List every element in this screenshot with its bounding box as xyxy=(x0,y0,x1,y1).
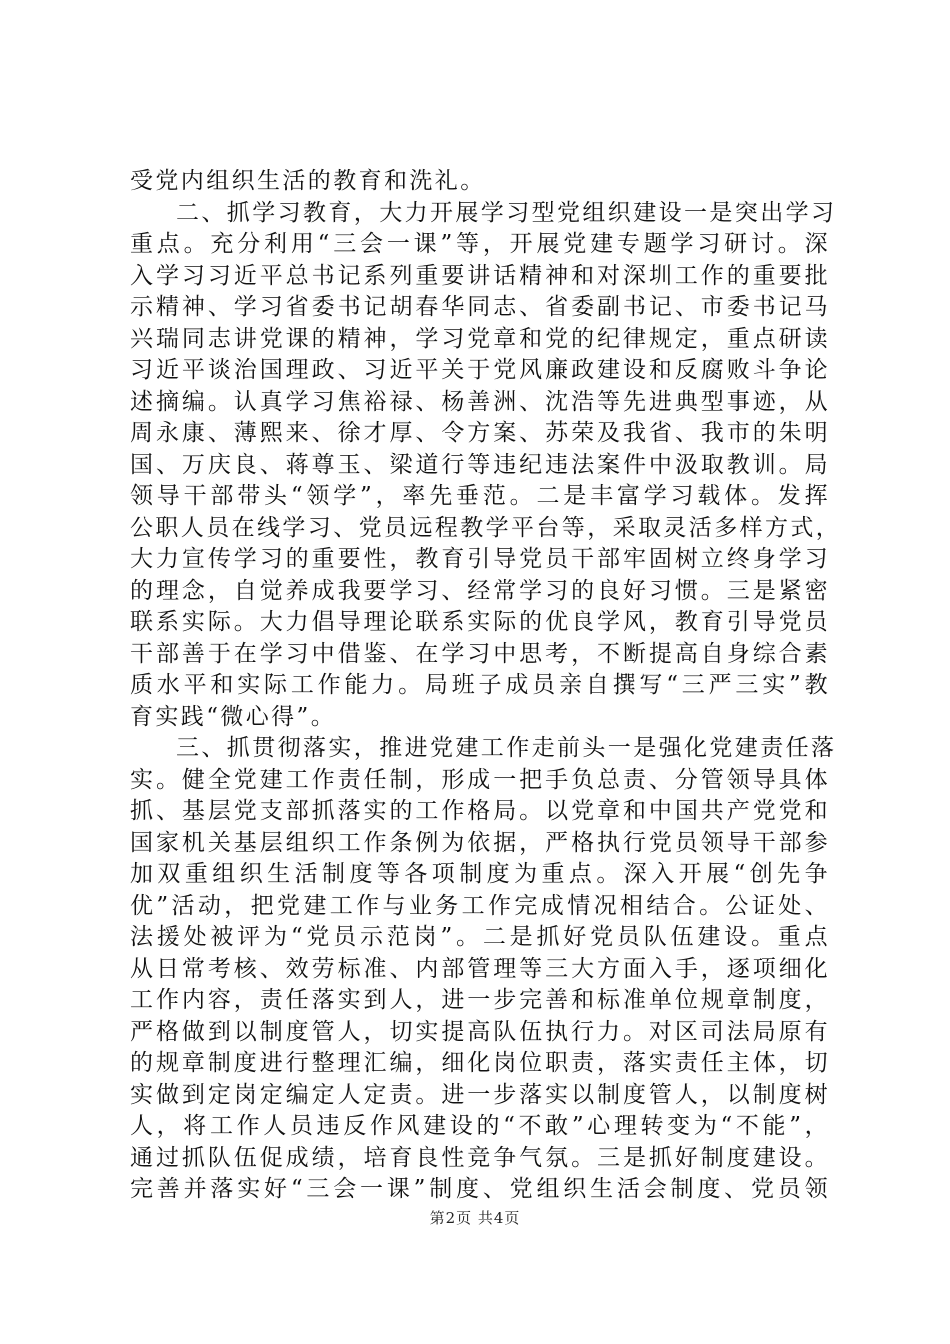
text-line: 国、万庆良、蒋尊玉、梁道行等违纪违法案件中汲取教训。局 xyxy=(130,451,830,478)
text-line: 法援处被评为“党员示范岗”。二是抓好党员队伍建设。重点 xyxy=(130,924,830,950)
text-line: 完善并落实好“三会一课”制度、党组织生活会制度、党员领 xyxy=(130,1176,830,1202)
text-line: 人，将工作人员违反作风建设的“不敢”心理转变为“不能”， xyxy=(130,1113,830,1139)
text-line: 受党内组织生活的教育和洗礼。 xyxy=(130,168,486,194)
text-line: 领导干部带头“领学”，率先垂范。二是丰富学习载体。发挥 xyxy=(130,483,830,509)
text-line: 大力宣传学习的重要性，教育引导党员干部牢固树立终身学习 xyxy=(130,546,830,572)
paragraph-start-line: 二、抓学习教育，大力开展学习型党组织建设一是突出学习 xyxy=(176,199,837,226)
text-line: 质水平和实际工作能力。局班子成员亲自撰写“三严三实”教 xyxy=(130,672,830,698)
text-line: 周永康、薄熙来、徐才厚、令方案、苏荣及我省、我市的朱明 xyxy=(130,420,830,446)
text-line: 兴瑞同志讲党课的精神，学习党章和党的纪律规定，重点研读 xyxy=(130,325,830,352)
text-line: 实。健全党建工作责任制，形成一把手负总责、分管领导具体 xyxy=(130,766,830,793)
text-line: 实做到定岗定编定人定责。进一步落实以制度管人，以制度树 xyxy=(130,1081,830,1108)
text-line: 工作内容，责任落实到人，进一步完善和标准单位规章制度， xyxy=(130,987,830,1013)
page-number-footer: 第2页 共4页 xyxy=(429,1209,521,1227)
text-line: 优”活动，把党建工作与业务工作完成情况相结合。公证处、 xyxy=(130,892,830,919)
text-line: 公职人员在线学习、党员远程教学平台等，采取灵活多样方式， xyxy=(130,514,842,541)
text-line: 严格做到以制度管人，切实提高队伍执行力。对区司法局原有 xyxy=(130,1018,830,1045)
text-line: 干部善于在学习中借鉴、在学习中思考，不断提高自身综合素 xyxy=(130,640,830,667)
text-line: 的规章制度进行整理汇编，细化岗位职责，落实责任主体，切 xyxy=(130,1050,830,1076)
text-line: 抓、基层党支部抓落实的工作格局。以党章和中国共产党党和 xyxy=(130,798,830,824)
text-line: 入学习习近平总书记系列重要讲话精神和对深圳工作的重要批 xyxy=(130,262,830,289)
text-line: 联系实际。大力倡导理论联系实际的优良学风，教育引导党员 xyxy=(130,609,830,635)
text-line: 通过抓队伍促成绩，培育良性竞争气氛。三是抓好制度建设。 xyxy=(130,1144,830,1171)
text-line: 从日常考核、效劳标准、内部管理等三大方面入手，逐项细化 xyxy=(130,955,830,982)
document-body xyxy=(130,166,842,1206)
text-line: 示精神、学习省委书记胡春华同志、省委副书记、市委书记马 xyxy=(130,294,830,320)
text-line: 的理念，自觉养成我要学习、经常学习的良好习惯。三是紧密 xyxy=(130,577,830,604)
text-line: 述摘编。认真学习焦裕禄、杨善洲、沈浩等先进典型事迹，从 xyxy=(130,388,830,415)
text-line: 习近平谈治国理政、习近平关于党风廉政建设和反腐败斗争论 xyxy=(130,357,830,383)
text-line: 重点。充分利用“三会一课”等，开展党建专题学习研讨。深 xyxy=(130,231,830,257)
paragraph-start-line: 三、抓贯彻落实，推进党建工作走前头一是强化党建责任落 xyxy=(176,735,837,761)
text-line: 加双重组织生活制度等各项制度为重点。深入开展“创先争 xyxy=(130,861,830,887)
text-line: 国家机关基层组织工作条例为依据，严格执行党员领导干部参 xyxy=(130,829,830,856)
text-line: 育实践“微心得”。 xyxy=(130,703,337,730)
